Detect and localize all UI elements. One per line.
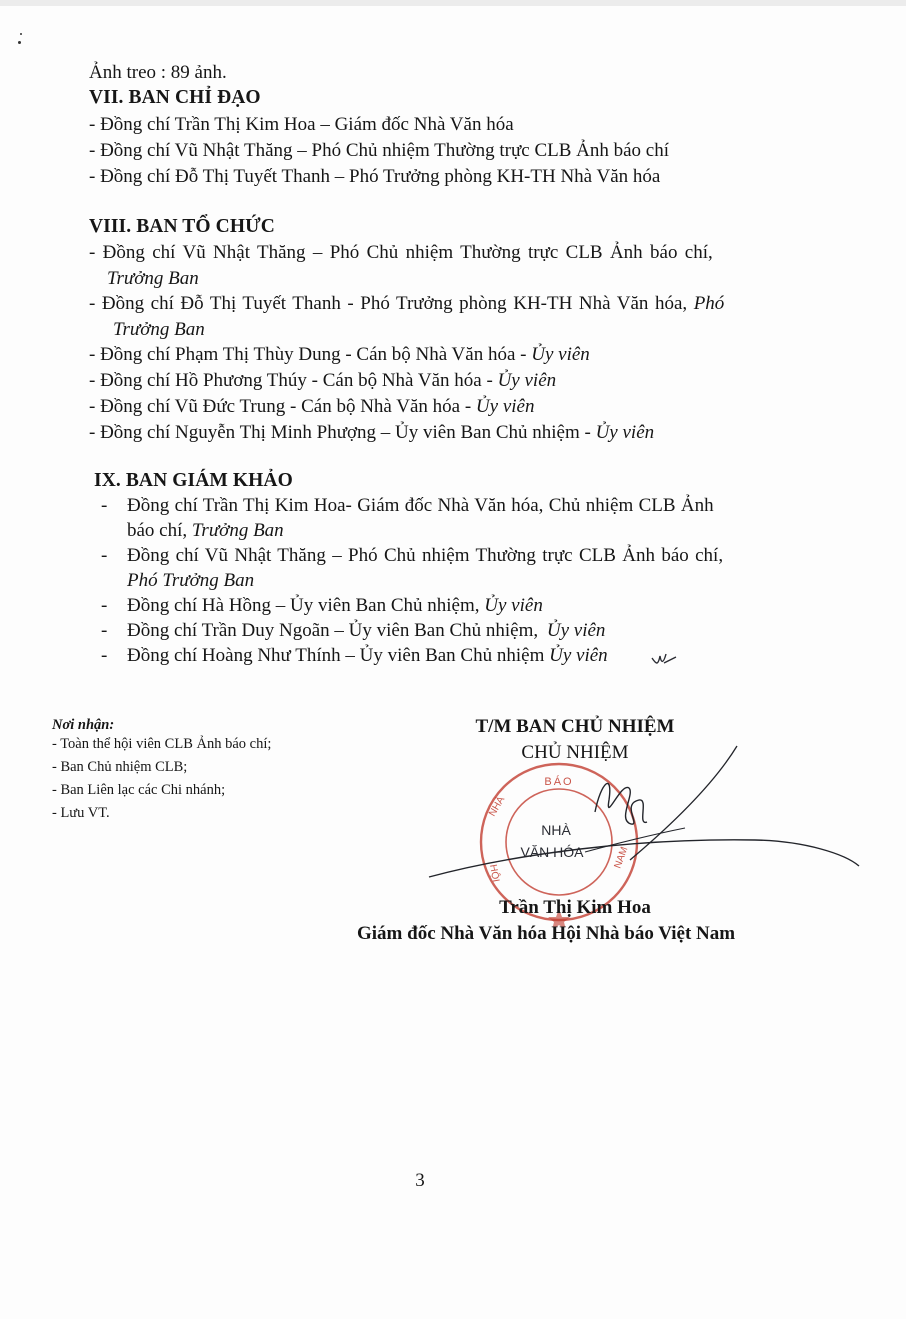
sec8-item-role: Trưởng Ban [113,319,205,340]
page-number: 3 [415,1170,425,1191]
sec8-item [89,396,534,418]
svg-text:HỘI: HỘI [487,863,501,884]
sec9-bullet: - [101,645,108,666]
recipients-title: Nơi nhận: [52,717,115,733]
sec9-bullet: - [101,545,108,566]
sec8-item-text: - Đồng chí Nguyễn Thị Minh Phượng – Ủy viên Ban Chủ nhiệm - [89,422,591,443]
sec8-item-role: Phó [693,293,725,314]
sec9-item-role: Ủy viên [549,645,608,666]
sec8-item [89,370,556,392]
recipient-item: - Toàn thể hội viên CLB Ảnh báo chí; [52,736,272,752]
sec8-item-role: Ủy viên [497,370,557,391]
svg-text:BÁO: BÁO [544,776,574,788]
sec8-item-text: - Đồng chí Đỗ Thị Tuyết Thanh - Phó Trưởng phòng KH-TH Nhà Văn hóa, [89,293,688,314]
sec9-item [127,520,284,542]
sec9-item-role: Ủy viên [546,620,606,641]
sec8-item-role: Ủy viên [475,396,535,417]
sec9-item: Đồng chí Vũ Nhật Thăng – Phó Chủ nhiệm Thường trực CLB Ảnh báo chí, [127,545,724,566]
signature-position: CHỦ NHIỆM [521,742,629,763]
sec7-item: - Đồng chí Vũ Nhật Thăng – Phó Chủ nhiệm Thường trực CLB Ảnh báo chí [89,140,670,161]
svg-text:NHÀ: NHÀ [487,794,508,819]
photos-count-line: Ảnh treo : 89 ảnh. [89,62,227,83]
signer-title: Giám đốc Nhà Văn hóa Hội Nhà báo Việt Nam [357,923,736,944]
sec9-bullet: - [101,495,108,516]
section-7-title: VII. BAN CHỈ ĐẠO [89,87,261,108]
sec7-item: - Đồng chí Trần Thị Kim Hoa – Giám đốc Nhà Văn hóa [89,114,514,135]
svg-text:NAM: NAM [612,845,631,871]
sec9-item [127,645,608,667]
sec8-item [89,422,654,444]
recipient-item: - Ban Chủ nhiệm CLB; [52,759,188,775]
section-8-title: VIII. BAN TỔ CHỨC [89,216,275,237]
scan-speck [18,41,21,44]
sec8-item-role: Trưởng Ban [107,268,199,289]
recipient-item: - Ban Liên lạc các Chi nhánh; [52,782,226,798]
section-9-title: IX. BAN GIÁM KHẢO [94,470,293,491]
sec9-item-text: Đồng chí Hoàng Như Thính – Ủy viên Ban Chủ nhiệm [127,645,545,666]
sec9-item-role: Trưởng Ban [191,520,284,541]
scan-speck [20,33,22,35]
sec9-item [127,620,605,642]
sec7-item: - Đồng chí Đỗ Thị Tuyết Thanh – Phó Trưởng phòng KH-TH Nhà Văn hóa [89,166,661,187]
sec8-item [89,344,590,366]
scan-top-edge [0,0,906,6]
sec9-item-text: báo chí, [127,520,188,541]
sec9-item [127,595,543,617]
sec9-bullet: - [101,595,108,616]
sec9-item-text: Đồng chí Hà Hồng – Ủy viên Ban Chủ nhiệm, [127,595,480,616]
svg-text:NHÀ: NHÀ [541,822,571,838]
sec9-item: Đồng chí Trần Thị Kim Hoa- Giám đốc Nhà Văn hóa, Chủ nhiệm CLB Ảnh [127,495,714,516]
sec8-item-text: - Đồng chí Vũ Đức Trung - Cán bộ Nhà Văn hóa - [89,396,472,417]
sec9-item-role: Phó Trưởng Ban [127,570,255,591]
sec9-item-text: Đồng chí Trần Duy Ngoãn – Ủy viên Ban Chủ nhiệm, [127,620,539,641]
initials-mark-icon [650,648,678,670]
sec8-item [89,293,724,315]
signer-name: Trần Thị Kim Hoa [499,897,651,918]
sec8-item-role: Ủy viên [595,422,655,443]
svg-text:VĂN HÓA: VĂN HÓA [520,844,584,860]
sec9-item-role: Ủy viên [484,595,543,616]
sec8-item-text: - Đồng chí Phạm Thị Thùy Dung - Cán bộ Nhà Văn hóa - [89,344,527,365]
sec8-item: - Đồng chí Vũ Nhật Thăng – Phó Chủ nhiệm Thường trực CLB Ảnh báo chí, [89,242,713,263]
sec8-item-text: - Đồng chí Hồ Phương Thúy - Cán bộ Nhà Văn hóa - [89,370,493,391]
handwritten-signature [425,742,865,892]
sec8-item-role: Ủy viên [531,344,590,365]
signature-on-behalf: T/M BAN CHỦ NHIỆM [475,716,675,737]
sec9-bullet: - [101,620,108,641]
recipient-item: - Lưu VT. [52,805,110,821]
